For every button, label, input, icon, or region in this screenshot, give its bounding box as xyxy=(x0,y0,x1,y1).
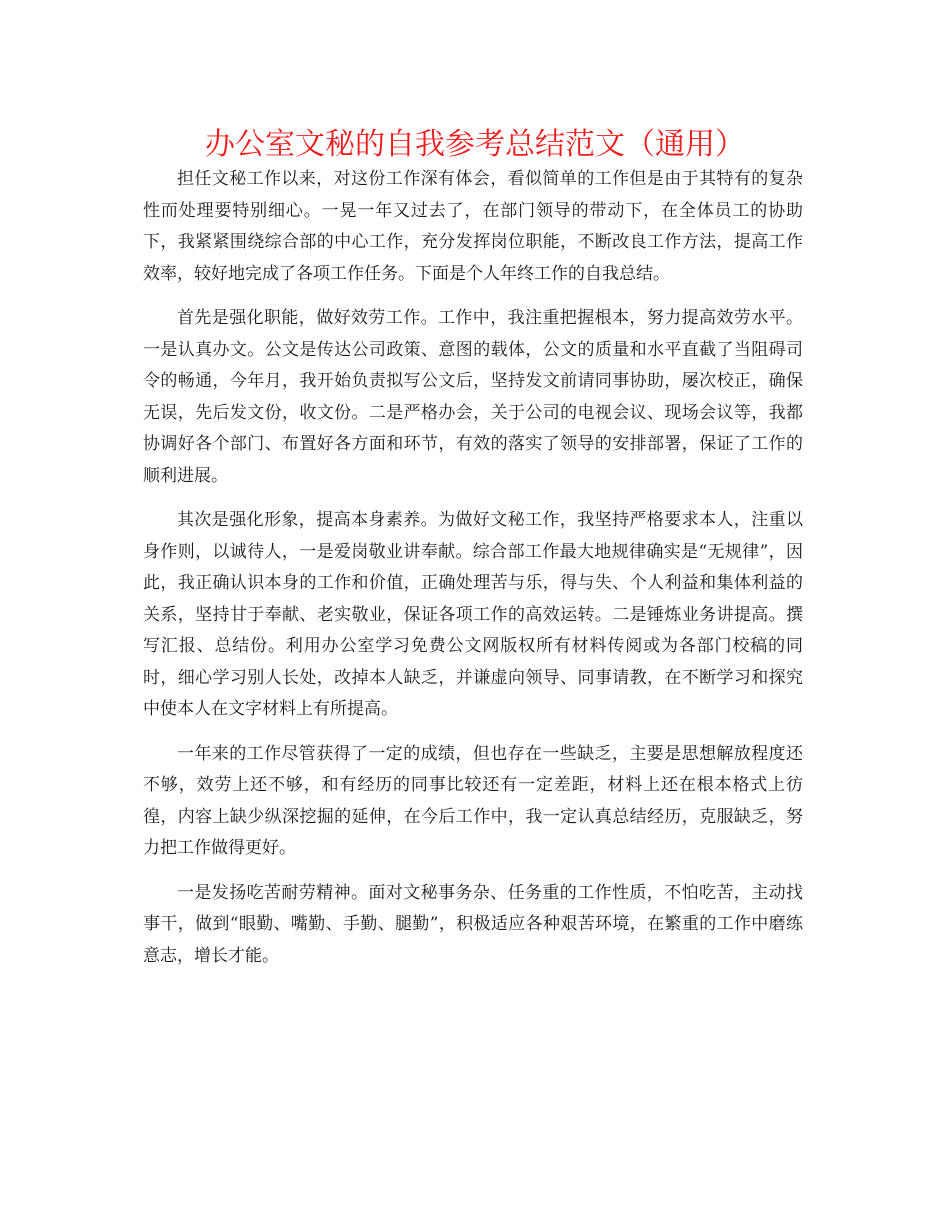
paragraph-intro: 担任文秘工作以来，对这份工作深有体会，看似简单的工作但是由于其特有的复杂性而处理要特别细心。一晃一年又过去了，在部门领导的带动下，在全体员工的协助下，我紧紧围绕综合部的中心工作，充分发挥岗位职能，不断改良工作方法，提高工作效率，较好地完成了各项工作任务。下面是个人年终工作的自我总结。 xyxy=(143,169,803,284)
paragraph-service: 首先是强化职能，做好效劳工作。工作中，我注重把握根本，努力提高效劳水平。一是认真办文。公文是传达公司政策、意图的载体，公文的质量和水平直截了当阻碍司令的畅通，今年月，我开始负责拟写公文后，坚持发文前请同事协助，屡次校正，确保无误，先后发文份，收文份。二是严格办会，关于公司的电视会议、现场会议等，我都协调好各个部门、布置好各方面和环节，有效的落实了领导的安排部署，保证了工作的顺利进展。 xyxy=(143,308,803,486)
paragraph-shortcomings: 一年来的工作尽管获得了一定的成绩，但也存在一些缺乏，主要是思想解放程度还不够，效劳上还不够，和有经历的同事比较还有一定差距，材料上还在根本格式上彷徨，内容上缺少纵深挖掘的延伸，在今后工作中，我一定认真总结经历，克服缺乏，努力把工作做得更好。 xyxy=(143,743,803,858)
document-title: 办公室文秘的自我参考总结范文（通用） xyxy=(205,127,745,162)
paragraph-hardwork: 一是发扬吃苦耐劳精神。面对文秘事务杂、任务重的工作性质，不怕吃苦，主动找事干，做到“眼勤、嘴勤、手勤、腿勤”，积极适应各种艰苦环境，在繁重的工作中磨练意志，增长才能。 xyxy=(143,882,803,966)
document-body xyxy=(143,164,803,985)
paragraph-image: 其次是强化形象，提高本身素养。为做好文秘工作，我坚持严格要求本人，注重以身作则，以诚待人，一是爱岗敬业讲奉献。综合部工作最大地规律确实是“无规律”，因此，我正确认识本身的工作和价值，正确处理苦与乐，得与失、个人利益和集体利益的关系，坚持甘于奉献、老实敬业，保证各项工作的高效运转。二是锤炼业务讲提高。撰写汇报、总结份。利用办公室学习免费公文网版权所有材料传阅或为各部门校稿的同时，细心学习别人长处，改掉本人缺乏，并谦虚向领导、同事请教，在不断学习和探究中使本人在文字材料上有所提高。 xyxy=(143,510,803,719)
